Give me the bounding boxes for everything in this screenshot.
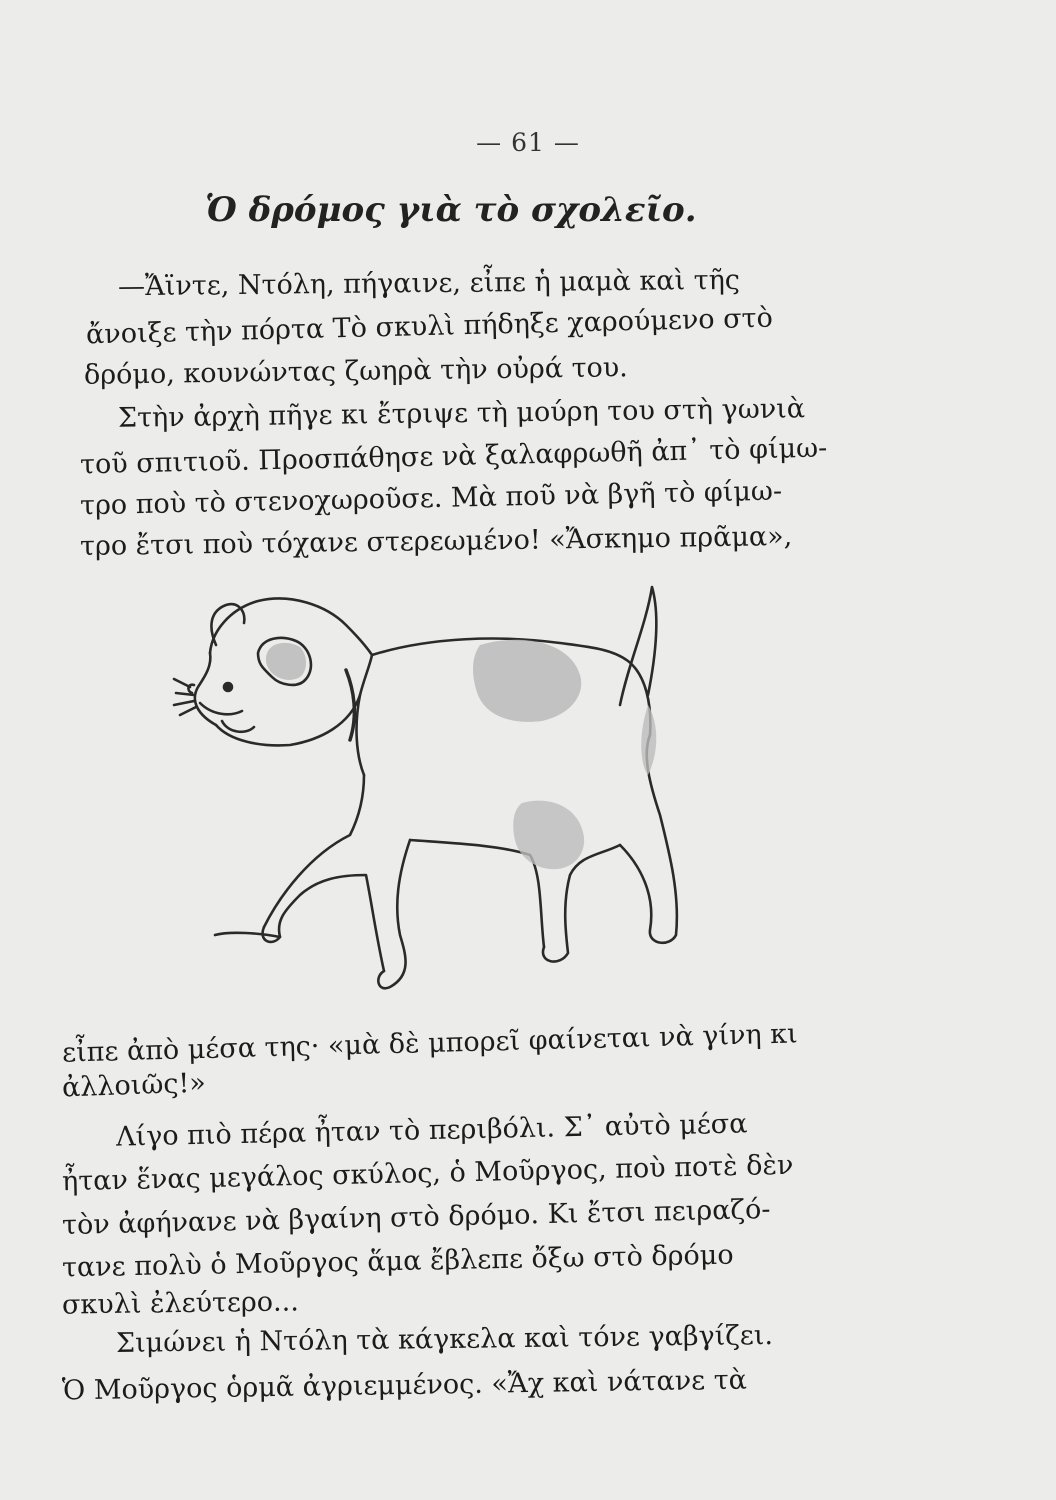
- text-line: ἦταν ἕνας μεγάλος σκύλος, ὁ Μοῦργος, ποὺ ποτὲ δὲν: [61, 1149, 794, 1198]
- text-line: τανε πολὺ ὁ Μοῦργος ἅμα ἔβλεπε ὄξω στὸ δρόμο: [61, 1239, 734, 1284]
- chapter-title: Ὁ δρόμος γιὰ τὸ σχολεῖο.: [205, 190, 697, 230]
- dog-illustration: [150, 575, 710, 1019]
- text-line: τοῦ σπιτιοῦ. Προσπάθησε νὰ ξαλαφρωθῆ ἀπ᾿ τὸ φίμω-: [79, 432, 828, 481]
- text-line: τὸν ἀφήνανε νὰ βγαίνη στὸ δρόμο. Κι ἔτσι πειραζό-: [61, 1193, 771, 1242]
- text-line: δρόμο, κουνώντας ζωηρὰ τὴν οὐρά του.: [83, 352, 628, 391]
- dog-drawing-icon: [150, 575, 710, 1015]
- text-line: Ὁ Μοῦργος ὁρμᾶ ἀγριεμμένος. «Ἄχ καὶ νάτανε τὰ: [61, 1364, 748, 1407]
- text-line: εἶπε ἀπὸ μέσα της· «μὰ δὲ μπορεῖ φαίνεται νὰ γίνη κι: [61, 1018, 799, 1069]
- text-line: Λίγο πιὸ πέρα ἦταν τὸ περιβόλι. Σ᾿ αὐτὸ μέσα: [115, 1108, 748, 1153]
- text-line: τρο ἔτσι ποὺ τόχανε στερεωμένο! «Ἄσκημο πρᾶμα»,: [79, 521, 793, 562]
- text-line: ἄνοιξε τὴν πόρτα Τὸ σκυλὶ πήδηξε χαρούμενο στὸ: [85, 302, 774, 351]
- text-line: Σιμώνει ἡ Ντόλη τὰ κάγκελα καὶ τόνε γαβγίζει.: [115, 1319, 774, 1360]
- text-line: τρο ποὺ τὸ στενοχωροῦσε. Μὰ ποῦ νὰ βγῆ τὸ φίμω-: [79, 475, 783, 522]
- text-line: —Ἄϊντε, Ντόλη, πήγαινε, εἶπε ἡ μαμὰ καὶ τῆς: [117, 264, 741, 303]
- text-line: Στὴν ἀρχὴ πῆγε κι ἔτριψε τὴ μούρη του στὴ γωνιὰ: [117, 393, 806, 434]
- text-line: ἀλλοιῶς!»: [61, 1067, 207, 1104]
- page-number: — 61 —: [476, 128, 580, 157]
- text-line: σκυλὶ ἐλεύτερο...: [61, 1286, 300, 1321]
